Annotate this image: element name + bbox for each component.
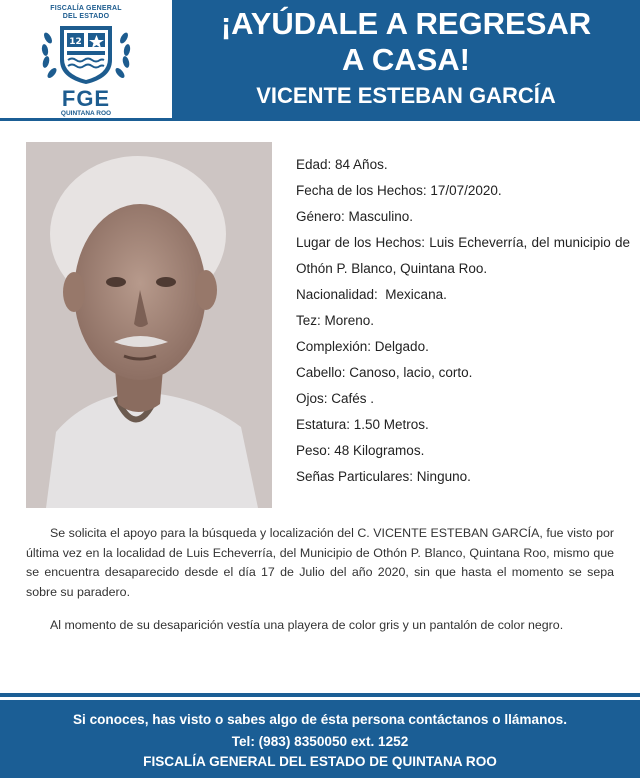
detail-nationality: Nacionalidad: Mexicana. [296,287,447,302]
headline-banner [172,0,640,118]
search-request-paragraph: Se solicita el apoyo para la búsqueda y localización del C. VICENTE ESTEBAN GARCÍA, fue visto por última vez en la localidad de Luis Echeverría, del Municipio de Othón P. Blanco, Quintana Roo, mismo que se encuentra desaparecido desde el día 17 de Julio del año 2020, sin que hasta el momento se sepa sobre su paradero. [26,526,614,599]
portrait-image [26,142,272,508]
footer-phone: Tel: (983) 8350050 ext. 1252 [231,734,409,749]
logo-bottom-text: QUINTANA ROO [60,110,112,117]
headline-line2: A CASA! [341,42,470,77]
person-photo [26,142,272,508]
fge-logo [0,0,172,122]
detail-location: Lugar de los Hechos: Luis Echeverría, del municipio de Othón P. Blanco, Quintana Roo. [296,235,630,276]
detail-build: Complexión: Delgado. [296,339,429,354]
person-details [296,152,630,490]
logo-top-line2: DEL ESTADO [62,13,110,20]
detail-date: Fecha de los Hechos: 17/07/2020. [296,183,502,198]
header-divider [0,118,640,121]
logo-acronym: FGE [61,86,111,111]
clothing-paragraph: Al momento de su desaparición vestía una playera de color gris y un pantalón de color negro. [50,618,564,632]
footer-agency: FISCALÍA GENERAL DEL ESTADO DE QUINTANA ROO [143,754,497,769]
detail-age: Edad: 84 Años. [296,157,388,172]
headline-line1: ¡AYÚDALE A REGRESAR [220,6,592,41]
detail-height: Estatura: 1.50 Metros. [296,417,429,432]
detail-marks: Señas Particulares: Ninguno. [296,469,471,484]
person-name: VICENTE ESTEBAN GARCÍA [256,83,556,108]
detail-hair: Cabello: Canoso, lacio, corto. [296,365,473,380]
logo-top-text [0,5,172,21]
detail-eyes: Ojos: Cafés . [296,391,375,406]
logo-top-line1: FISCALÍA GENERAL [50,5,122,12]
detail-complexion-skin: Tez: Moreno. [296,313,375,328]
footer-divider [0,693,640,697]
svg-text:12: 12 [69,37,82,47]
footer-call-to-action: Si conoces, has visto o sabes algo de ésta persona contáctanos o llámanos. [72,712,568,727]
shield-emblem-icon [38,20,134,86]
contact-footer [0,700,640,778]
detail-weight: Peso: 48 Kilogramos. [296,443,425,458]
detail-gender: Género: Masculino. [296,209,414,224]
